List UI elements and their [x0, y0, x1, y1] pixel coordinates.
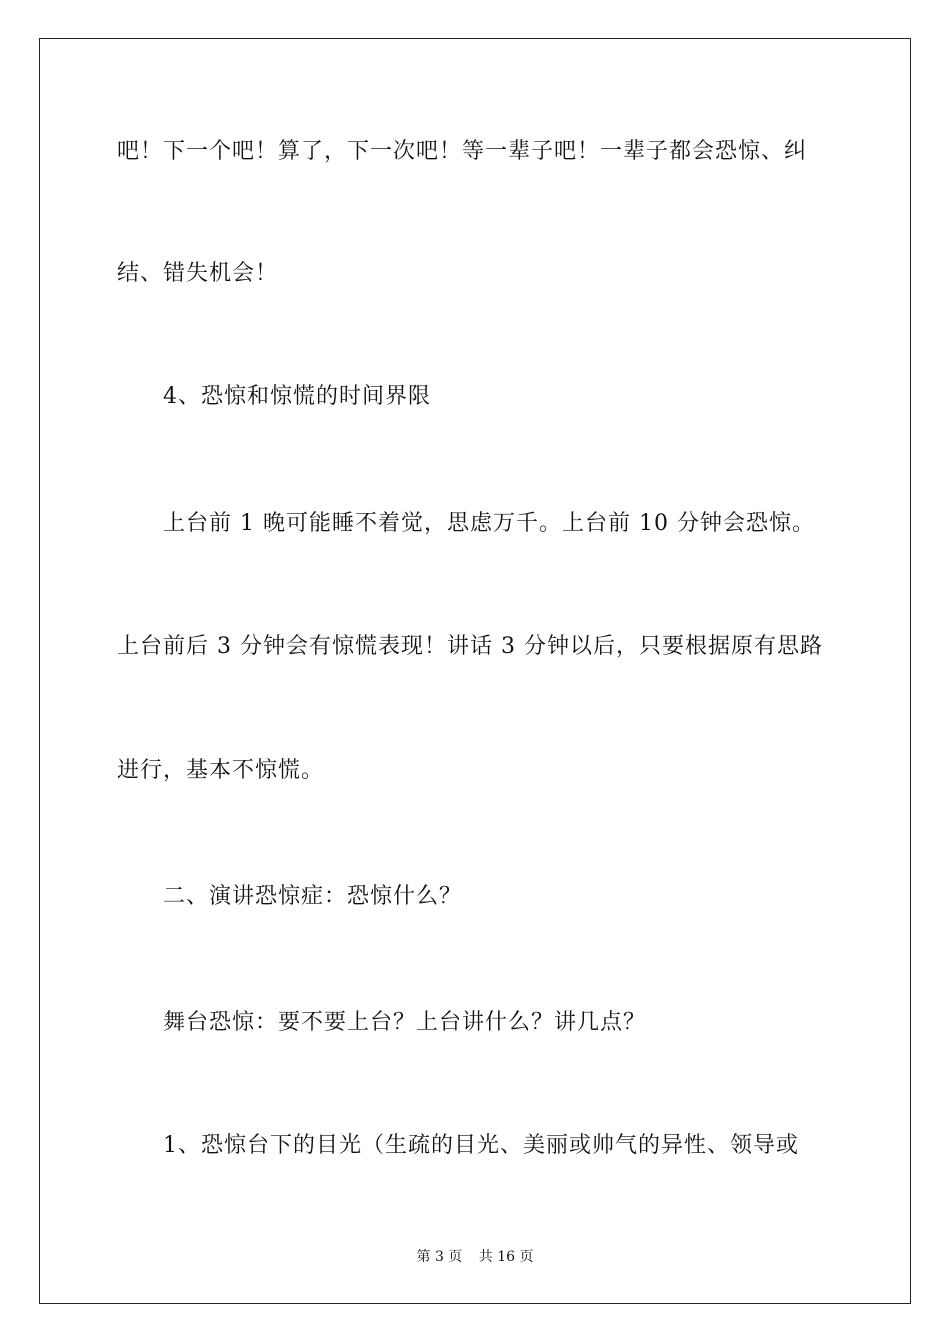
section-heading-2: 二、演讲恐惊症：恐惊什么？: [163, 884, 463, 909]
body-line-1: 吧！下一个吧！算了，下一次吧！等一辈子吧！一辈子都会恐惊、纠: [117, 139, 808, 164]
page-total: 共 16 页: [478, 1249, 534, 1265]
body-line-5: 进行，基本不惊慌。: [117, 758, 325, 783]
body-line-6: 舞台恐惊：要不要上台？上台讲什么？讲几点？: [163, 1010, 647, 1035]
body-line-4: 上台前后 3 分钟会有惊慌表现！讲话 3 分钟以后，只要根据原有思路: [117, 634, 823, 659]
page-footer: [0, 1248, 950, 1266]
body-line-2: 结、错失机会！: [117, 261, 279, 286]
page-number: 第 3 页: [416, 1249, 463, 1265]
section-heading-4: 4、恐惊和惊慌的时间界限: [163, 384, 431, 409]
body-line-3: 上台前 1 晚可能睡不着觉，思虑万千。上台前 10 分钟会恐惊。: [163, 511, 815, 536]
page-frame: [39, 38, 911, 1304]
body-line-7: 1、恐惊台下的目光（生疏的目光、美丽或帅气的异性、领导或: [163, 1133, 799, 1158]
